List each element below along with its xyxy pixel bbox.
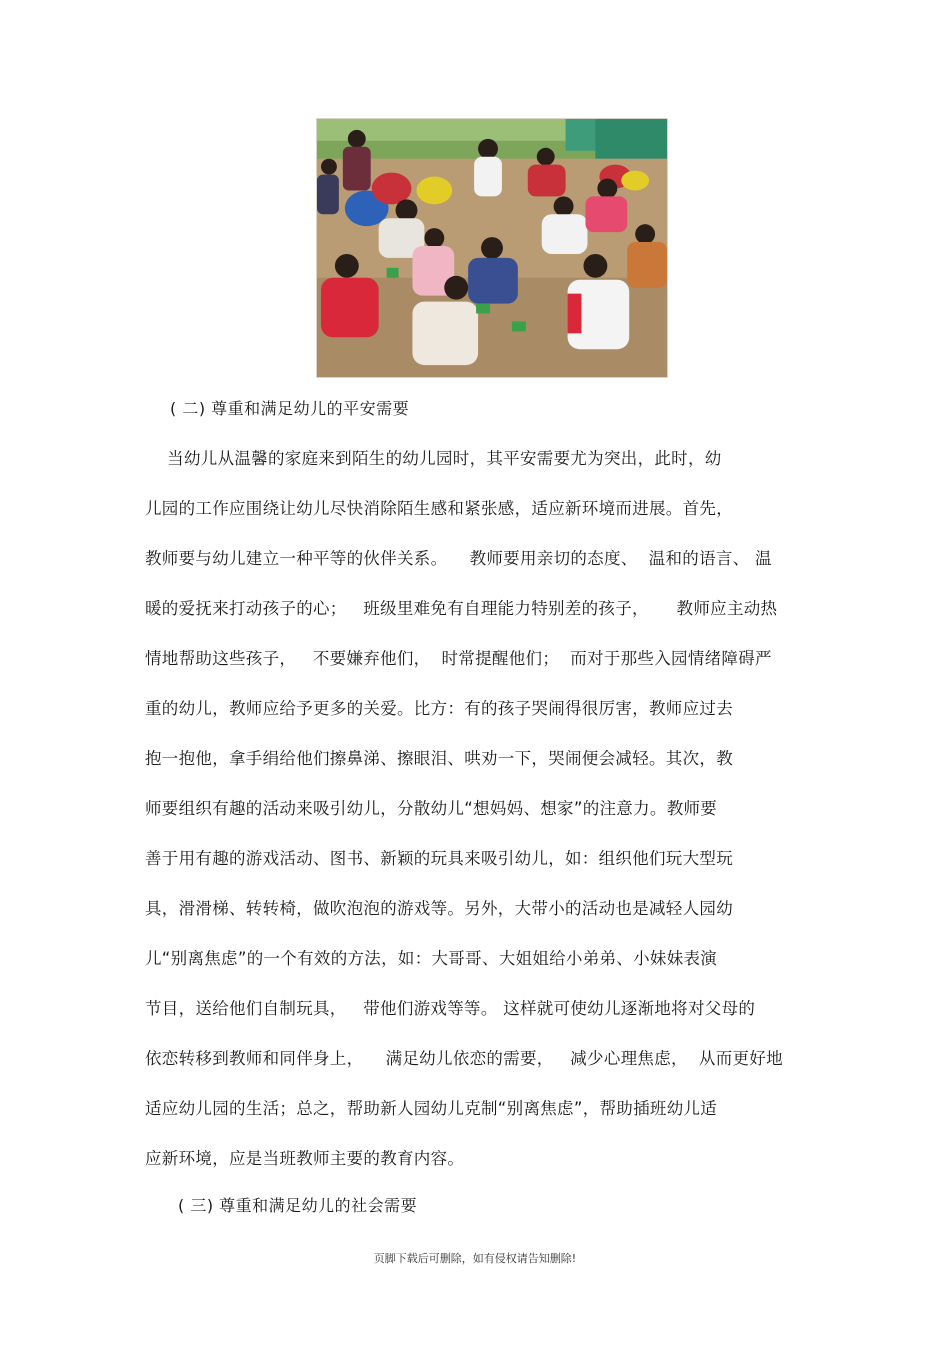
section-heading-3: ( 三) 尊重和满足幼儿的社会需要 — [178, 1196, 418, 1215]
section-heading-2: ( 二) 尊重和满足幼儿的平安需要 — [170, 399, 410, 418]
paragraph-line: 儿“别离焦虑”的一个有效的方法，如：大哥哥、大姐姐给小弟弟、小妹妹表演 — [145, 949, 718, 968]
paragraph-line: 适应幼儿园的生活；总之，帮助新人园幼儿克制“别离焦虑”，帮助插班幼儿适 — [145, 1099, 718, 1118]
paragraph-line: 情地帮助这些孩子， 不要嫌弃他们， 时常提醒他们； 而对于那些入园情绪障碍严 — [145, 649, 772, 668]
paragraph-line: 依恋转移到教师和同伴身上， 满足幼儿依恋的需要， 减少心理焦虑， 从而更好地 — [145, 1049, 783, 1068]
paragraph-line: 善于用有趣的游戏活动、图书、新颖的玩具来吸引幼儿，如：组织他们玩大型玩 — [145, 849, 733, 868]
paragraph-line: 节目，送给他们自制玩具， 带他们游戏等等。 这样就可使幼儿逐渐地将对父母的 — [145, 999, 756, 1018]
paragraph-line: 应新环境，应是当班教师主要的教育内容。 — [145, 1149, 465, 1168]
photo-illustration — [317, 119, 667, 377]
paragraph-line: 当幼儿从温馨的家庭来到陌生的幼儿园时，其平安需要尤为突出，此时，幼 — [145, 449, 722, 468]
paragraph-line: 抱一抱他，拿手绢给他们擦鼻涕、擦眼泪、哄劝一下，哭闹便会减轻。其次，教 — [145, 749, 733, 768]
paragraph-line: 教师要与幼儿建立一种平等的伙伴关系。 教师要用亲切的态度、 温和的语言、 温 — [145, 549, 772, 568]
paragraph-line: 儿园的工作应围绕让幼儿尽快消除陌生感和紧张感，适应新环境而进展。首先， — [145, 499, 733, 518]
paragraph-line: 师要组织有趣的活动来吸引幼儿，分散幼儿“想妈妈、想家”的注意力。教师要 — [145, 799, 718, 818]
paragraph-line: 重的幼儿，教师应给予更多的关爱。比方：有的孩子哭闹得很厉害，教师应过去 — [145, 699, 733, 718]
paragraph-line: 暖的爱抚来打动孩子的心； 班级里难免有自理能力特别差的孩子， 教师应主动热 — [145, 599, 778, 618]
page-footer: 页脚下载后可删除，如有侵权请告知删除! — [373, 1252, 577, 1265]
paragraph-line: 具，滑滑梯、转转椅，做吹泡泡的游戏等。另外，大带小的活动也是减轻人园幼 — [145, 899, 733, 918]
children-sandbox-photo — [316, 118, 668, 378]
